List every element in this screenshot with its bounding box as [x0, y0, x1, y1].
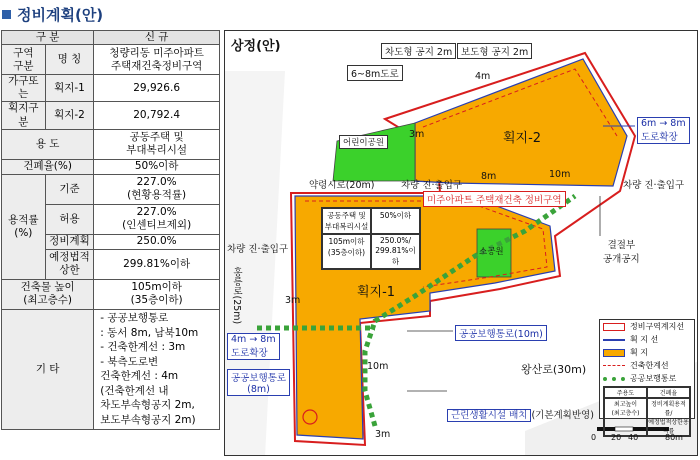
legend-item	[600, 346, 694, 359]
etc-line: - 공공보행통로	[100, 312, 169, 325]
page-title-text: 정비계획(안)	[17, 5, 104, 24]
name-label: 명 칭	[45, 45, 94, 75]
zone-label: 구역 구분	[2, 45, 46, 75]
height-value: 105m이하 (35층이하)	[94, 279, 220, 309]
dist-4m: 4m	[475, 71, 491, 82]
map-legend	[599, 319, 695, 435]
map-title: 상정(안)	[231, 39, 281, 54]
site-plan-map	[224, 30, 698, 456]
far-upper-value: 299.81%이하	[94, 249, 220, 279]
name-value: 청량리동 미주아파트 주택재건축정비구역	[94, 45, 220, 75]
etc-line: 차도부속형공지 2m,	[100, 399, 195, 412]
info-far: 250.0%/ 299.81%이하	[371, 234, 420, 269]
widen-top-text2: 도로확장	[641, 132, 678, 143]
far-label: 용적률 (%)	[2, 174, 46, 279]
bcr-label: 건폐율(%)	[2, 159, 94, 174]
dist-3m-c: 3m	[375, 429, 391, 440]
area-val2: 20,792.4	[94, 102, 220, 129]
info-height: 105m이하 (35층이하)	[322, 234, 371, 269]
widen-left-text: 4m → 8m	[231, 334, 276, 345]
entrance-label-3: 차량 진·출입구	[227, 244, 289, 255]
area-label2: 획지구분	[2, 102, 46, 129]
widen-top-text: 6m → 8m	[641, 118, 686, 129]
etc-line: : 동서 8m, 남북10m	[100, 326, 199, 339]
scale-80: 80m	[665, 433, 683, 442]
legend-label: 획 지	[630, 348, 648, 357]
playground-label: 어린이공원	[339, 135, 388, 149]
table-head-new: 신 규	[94, 31, 220, 45]
far-upper-label: 예정법적 상한	[45, 249, 94, 279]
far-plan-value: 250.0%	[94, 234, 220, 249]
small-park-label: 소공원	[479, 247, 504, 257]
use-value: 공동주택 및 부대복리시설	[94, 129, 220, 159]
etc-label: 기 타	[2, 309, 94, 429]
legend-table	[603, 386, 691, 437]
walk-space-label: 보도형 공지 2m	[457, 43, 532, 59]
legend-item	[600, 359, 694, 372]
etc-line: 보도부속형공지 2m)	[100, 413, 196, 426]
far-allow-value: 227.0% (인센티브제외)	[94, 204, 220, 234]
legend-item	[600, 320, 694, 333]
road-68-label: 6~8m도로	[347, 65, 403, 81]
legend-swatch	[603, 349, 625, 357]
dist-8m: 8m	[481, 171, 497, 182]
etc-line: - 건축한계선 : 3m	[100, 341, 186, 354]
hongneung-road-label: 홍릉로(25m)	[231, 267, 242, 325]
legend-item	[600, 333, 694, 346]
facility-main-label: 근린생활시설 배치	[447, 409, 531, 422]
open-space-label: 결절부 공개공지	[603, 240, 640, 265]
facility-label	[447, 407, 594, 421]
far-allow-label: 허용	[45, 204, 94, 234]
dist-3m-b: 3m	[285, 295, 301, 306]
legend-table-cell: 최고높이 (최고층수)	[604, 398, 647, 436]
title-bullet-icon	[2, 10, 11, 19]
widen-left-text2: 도로확장	[231, 348, 268, 359]
facility-suffix-label: (기본계획반영)	[531, 410, 594, 421]
bcr-value: 50%이하	[94, 159, 220, 174]
widen-top-label	[637, 117, 690, 144]
lot-2-label: 획지-2	[503, 131, 542, 146]
legend-label: 획 지 선	[630, 335, 659, 344]
page-title	[2, 3, 103, 25]
far-base-label: 기준	[45, 174, 94, 204]
project-label: 미주아파트 주택재건축 정비구역	[423, 191, 566, 207]
public-path-10-label: 공공보행통로(10m)	[455, 325, 547, 341]
yaksa-road-label: 약령시로(20m)	[309, 180, 375, 191]
plan-table	[1, 30, 220, 430]
legend-label: 정비구역계지선	[630, 322, 685, 331]
info-bcr: 50%이하	[371, 208, 420, 234]
far-plan-label: 정비계획	[45, 234, 94, 249]
area-label: 가구또는	[2, 75, 46, 102]
height-label: 건축물 높이 (최고층수)	[2, 279, 94, 309]
area-sub2: 획지-2	[45, 102, 94, 129]
etc-value	[94, 309, 220, 429]
scale-0: 0	[591, 433, 597, 442]
dist-3m-a: 3m	[409, 129, 425, 140]
etc-line: (건축한계선 내	[100, 384, 169, 397]
widen-left-label	[227, 333, 280, 360]
legend-label: 공공보행통로	[630, 374, 677, 383]
dist-10m-b: 10m	[367, 361, 389, 372]
area-sub1: 획지-1	[45, 75, 94, 102]
lot-1-label: 획지-1	[357, 285, 396, 300]
legend-swatch	[603, 339, 625, 341]
dist-10m-a: 10m	[549, 169, 571, 180]
table-head-category: 구 분	[2, 31, 94, 45]
lot-1-info-box	[321, 207, 421, 270]
legend-label: 건축한계선	[630, 361, 669, 370]
entrance-label-2: 차량 진·출입구	[623, 180, 685, 191]
legend-swatch	[603, 377, 625, 381]
legend-swatch	[603, 323, 625, 331]
scale-40: 40	[628, 433, 639, 442]
legend-table-cell: 건폐율	[647, 387, 690, 398]
far-base-value: 227.0% (현황용적률)	[94, 174, 220, 204]
info-use: 공동주택 및 부대복리시설	[322, 208, 371, 234]
area-val1: 29,926.6	[94, 75, 220, 102]
car-space-label: 차도형 공지 2m	[381, 43, 456, 59]
wangsan-road-label: 왕산로(30m)	[521, 363, 587, 376]
public-path-8-label: 공공보행통로 (8m)	[227, 369, 290, 396]
legend-swatch	[603, 365, 625, 366]
legend-table-cell: 주용도	[604, 387, 647, 398]
scale-20: 20	[611, 433, 622, 442]
entrance-label-1: 차량 진·출입구	[401, 180, 463, 191]
legend-table-cell: 정비계획용적률/ 예정법적상한용적률	[647, 398, 690, 436]
etc-line: 건축한계선 : 4m	[100, 370, 179, 383]
use-label: 용 도	[2, 129, 94, 159]
etc-line: - 북측도로변	[100, 355, 159, 368]
legend-item	[600, 372, 694, 385]
